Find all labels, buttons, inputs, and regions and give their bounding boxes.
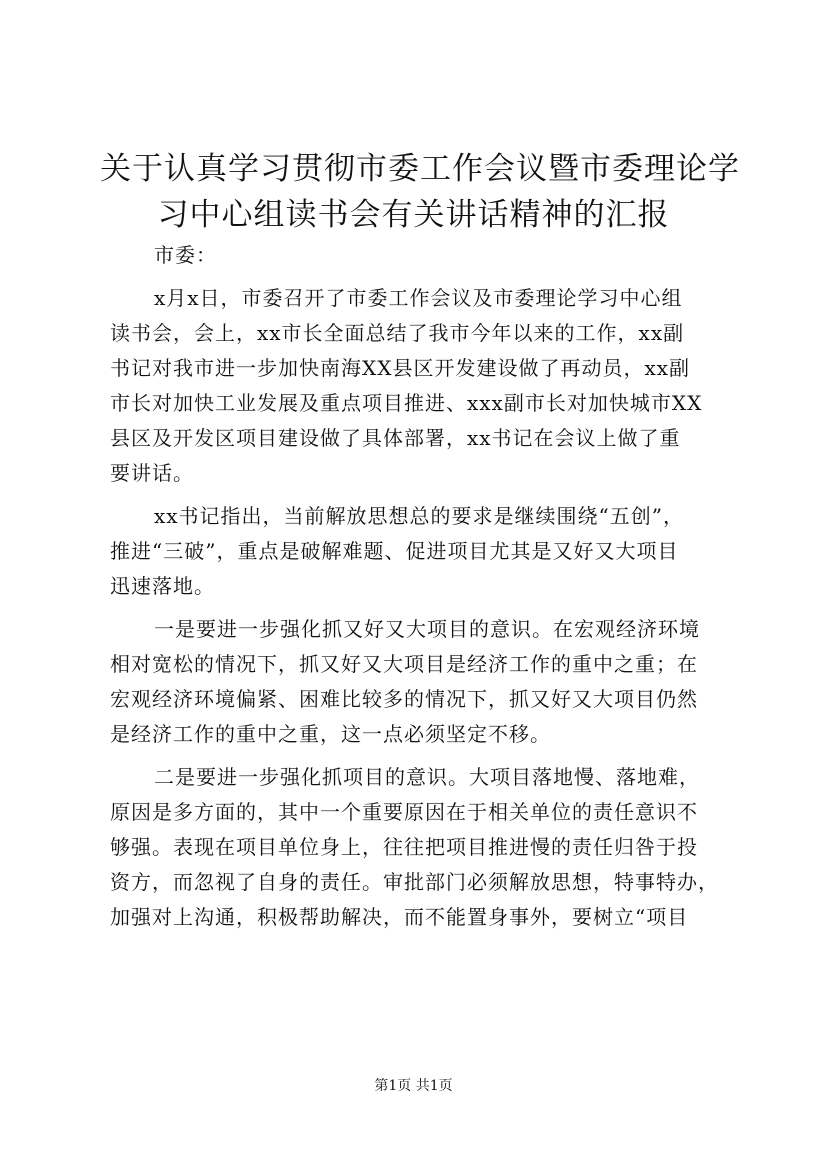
paragraph-line: 一是要进一步强化抓又好又大项目的意识。在宏观经济环境 [154, 617, 700, 641]
paragraph-1 [110, 281, 720, 491]
paragraph-line: 原因是多方面的，其中一个重要原因在于相关单位的责任意识不 [110, 800, 698, 824]
title-line-1: 关于认真学习贯彻市委工作会议暨市委理论学 [100, 151, 740, 187]
paragraph-line: 推进“三破”，重点是破解难题、促进项目尤其是又好又大项目 [110, 539, 679, 563]
paragraph-line: 县区及开发区项目建设做了具体部署，xx书记在会议上做了重 [110, 426, 681, 450]
paragraph-line: 读书会，会上，xx市长全面总结了我市今年以来的工作，xx副 [110, 321, 685, 345]
paragraph-line: 二是要进一步强化抓项目的意识。大项目落地慢、落地难， [154, 765, 700, 789]
page-number: 第1页 共1页 [374, 1078, 453, 1094]
paragraph-line: 相对宽松的情况下，抓又好又大项目是经济工作的重中之重；在 [110, 652, 698, 676]
document-body [110, 238, 720, 943]
paragraph-line: 书记对我市进一步加快南海XX县区开发建设做了再动员，xx副 [110, 356, 691, 380]
paragraph-line: xx书记指出，当前解放思想总的要求是继续围绕“五创”， [154, 504, 685, 528]
paragraph-2 [110, 499, 720, 604]
paragraph-line: 要讲话。 [110, 461, 194, 485]
paragraph-line: 是经济工作的重中之重，这一点必须坚定不移。 [110, 722, 551, 746]
paragraph-line: 加强对上沟通，积极帮助解决，而不能置身事外，要树立“项目 [110, 905, 689, 929]
salutation: 市委： [154, 243, 217, 267]
paragraph-line: 资方，而忽视了自身的责任。审批部门必须解放思想，特事特办， [110, 870, 719, 894]
title-line-2: 习中心组读书会有关讲话精神的汇报 [157, 197, 670, 233]
document-title [100, 146, 740, 238]
paragraph-line: x月x日，市委召开了市委工作会议及市委理论学习中心组 [154, 286, 683, 310]
paragraph-4 [110, 760, 720, 935]
paragraph-line: 够强。表现在项目单位身上，往往把项目推进慢的责任归咎于投 [110, 835, 698, 859]
paragraph-line: 市长对加快工业发展及重点项目推进、xxx副市长对加快城市XX [110, 391, 703, 415]
paragraph-3 [110, 612, 720, 752]
paragraph-line: 迅速落地。 [110, 574, 215, 598]
paragraph-line: 宏观经济环境偏紧、困难比较多的情况下，抓又好又大项目仍然 [110, 687, 698, 711]
